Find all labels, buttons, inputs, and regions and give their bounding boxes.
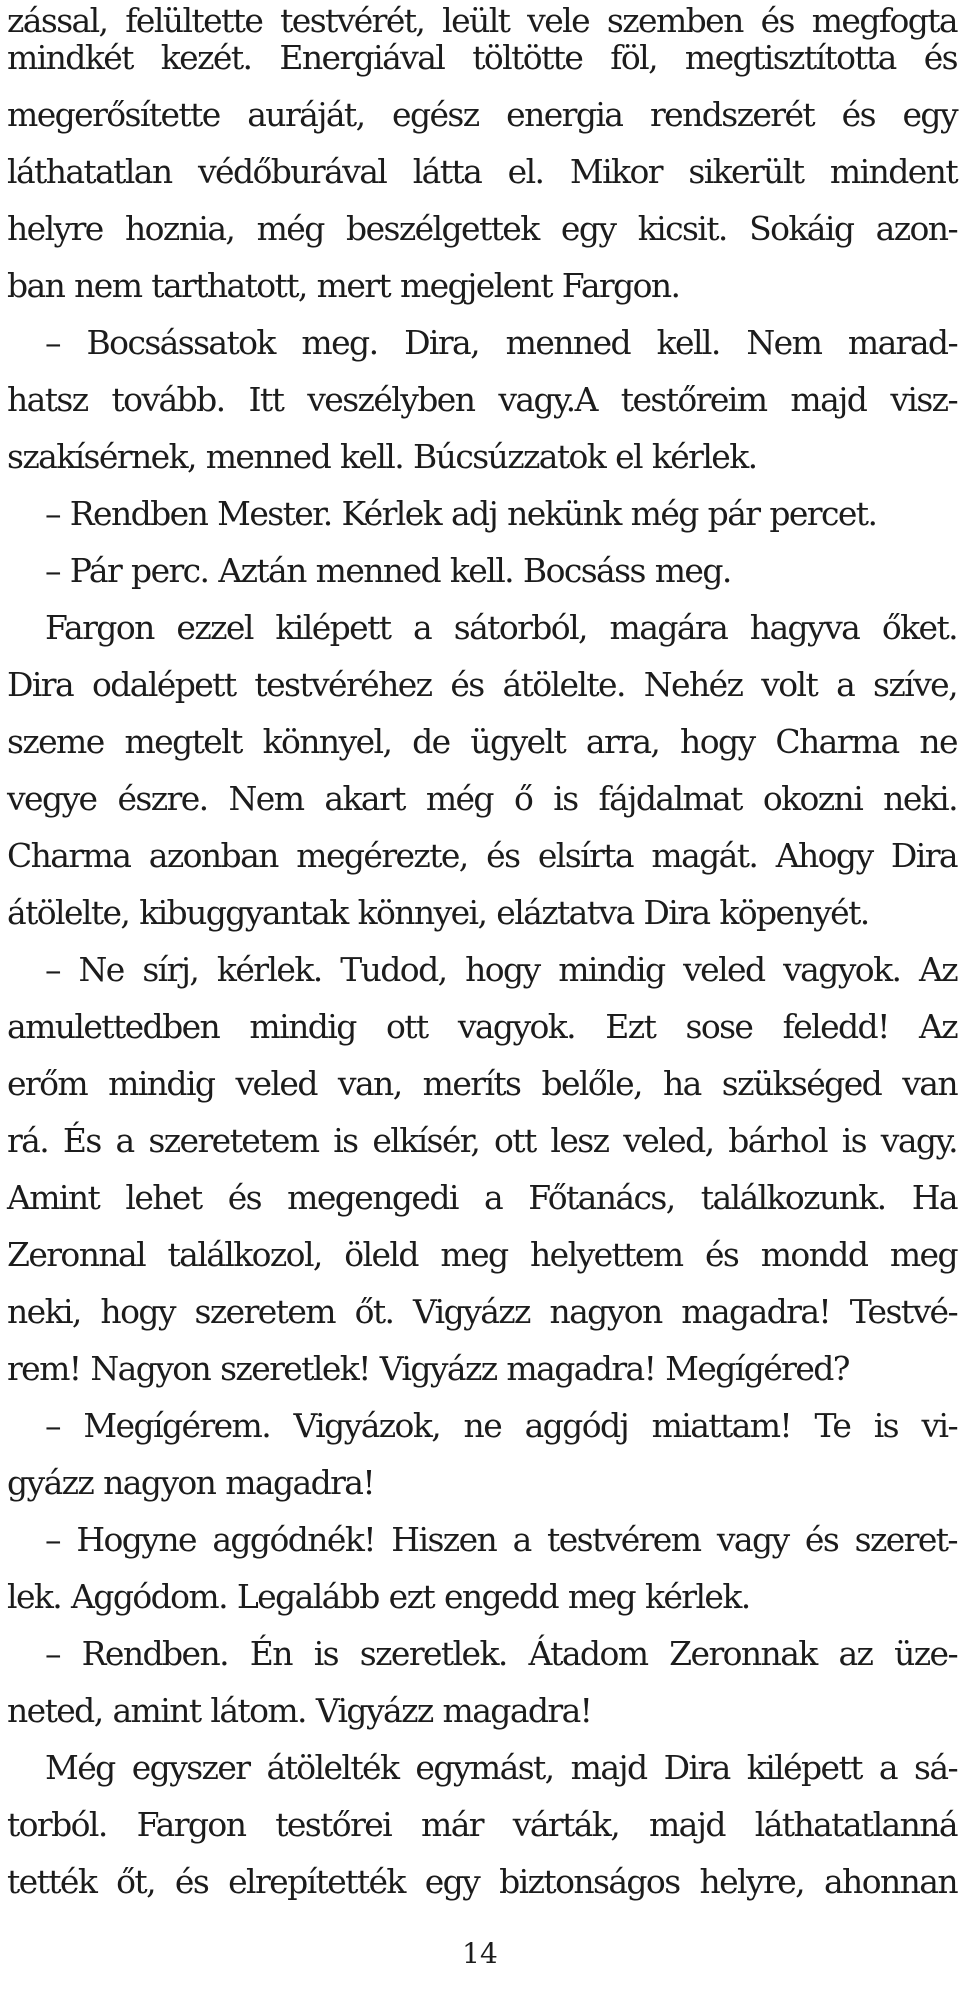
text-line: Charma azonban megérezte, és elsírta magát. Ahogy Dira [7, 836, 957, 875]
text-line: – Megígérem. Vigyázok, ne aggódj miattam! Te is vi- [45, 1406, 957, 1445]
text-line: erőm mindig veled van, meríts belőle, ha szükséged van [7, 1064, 957, 1103]
text-line: helyre hoznia, még beszélgettek egy kicsit. Sokáig azon- [7, 209, 957, 248]
text-line: Amint lehet és megengedi a Főtanács, találkozunk. Ha [7, 1178, 957, 1217]
text-line: Zeronnal találkozol, öleld meg helyettem és mondd meg [7, 1235, 957, 1274]
text-line: tették őt, és elrepítették egy biztonságos helyre, ahonnan [7, 1862, 957, 1901]
text-line: láthatatlan védőburával látta el. Mikor sikerült mindent [7, 152, 957, 191]
text-line: Dira odalépett testvéréhez és átölelte. Nehéz volt a szíve, [7, 665, 957, 704]
text-line: rá. És a szeretetem is elkísér, ott lesz veled, bárhol is vagy. [7, 1121, 957, 1160]
text-line: szeme megtelt könnyel, de ügyelt arra, hogy Charma ne [7, 722, 957, 761]
text-line: – Hogyne aggódnék! Hiszen a testvérem vagy és szeret- [45, 1520, 957, 1559]
text-line: gyázz nagyon magadra! [7, 1463, 375, 1502]
text-line: amulettedben mindig ott vagyok. Ezt sose feledd! Az [7, 1007, 957, 1046]
text-line: vegye észre. Nem akart még ő is fájdalmat okozni neki. [7, 779, 957, 818]
text-line: torból. Fargon testőrei már várták, majd láthatatlanná [7, 1805, 957, 1844]
page-number: 14 [462, 1937, 498, 1970]
text-line: megerősítette auráját, egész energia rendszerét és egy [7, 95, 957, 134]
text-line: hatsz tovább. Itt veszélyben vagy.A testőreim majd visz- [7, 380, 957, 419]
text-line: – Rendben. Én is szeretlek. Átadom Zeronnak az üze- [45, 1634, 957, 1673]
text-line: szakísérnek, menned kell. Búcsúzzatok el kérlek. [7, 437, 757, 476]
text-line: – Rendben Mester. Kérlek adj nekünk még pár percet. [45, 494, 877, 533]
text-line: neted, amint látom. Vigyázz magadra! [7, 1691, 592, 1730]
text-line: rem! Nagyon szeretlek! Vigyázz magadra! Megígéred? [7, 1349, 849, 1388]
text-line: mindkét kezét. Energiával töltötte föl, megtisztította és [7, 38, 957, 77]
text-line: – Bocsássatok meg. Dira, menned kell. Nem marad- [45, 323, 957, 362]
text-line: ban nem tarthatott, mert megjelent Fargon. [7, 266, 680, 305]
text-line: – Ne sírj, kérlek. Tudod, hogy mindig veled vagyok. Az [45, 950, 957, 989]
text-line: Fargon ezzel kilépett a sátorból, magára hagyva őket. [45, 608, 957, 647]
text-line: – Pár perc. Aztán menned kell. Bocsáss meg. [45, 551, 731, 590]
text-line: lek. Aggódom. Legalább ezt engedd meg kérlek. [7, 1577, 750, 1616]
text-line: zással, felültette testvérét, leült vele szemben és megfogta [7, 1, 957, 40]
text-line: neki, hogy szeretem őt. Vigyázz nagyon magadra! Testvé- [7, 1292, 957, 1331]
text-line: átölelte, kibuggyantak könnyei, eláztatva Dira köpenyét. [7, 893, 869, 932]
text-line: Még egyszer átölelték egymást, majd Dira kilépett a sá- [45, 1748, 957, 1787]
